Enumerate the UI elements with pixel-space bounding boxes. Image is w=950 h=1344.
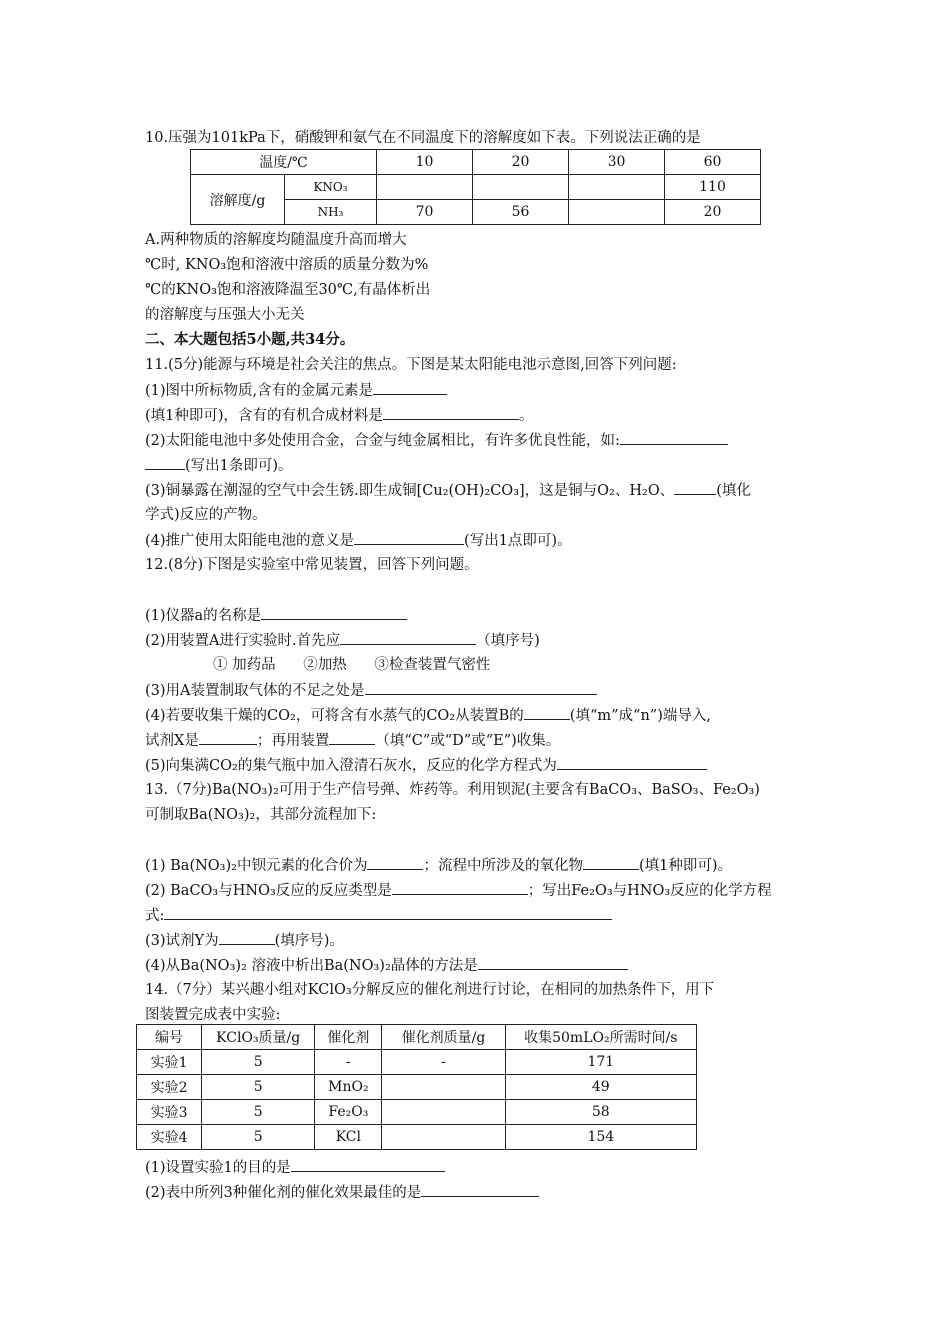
answer-blank[interactable] xyxy=(524,705,570,720)
q13-line4: (3)试剂Y为 (填序号)。 xyxy=(145,930,344,951)
q13-line3: 式: xyxy=(145,905,612,926)
q12-line4: (3)用A装置制取气体的不足之处是 xyxy=(145,680,597,701)
table-cell xyxy=(569,200,665,225)
table-cell: - xyxy=(382,1050,505,1075)
section-heading: 二、本大题包括5小题,共34分。 xyxy=(145,331,355,348)
q13-stem1: 13.（7分)Ba(NO₃)₂可用于生产信号弹、炸药等。利用钡泥(主要含有BaCO₃、BaSO₃、Fe₂O₃) xyxy=(145,782,760,798)
answer-blank[interactable] xyxy=(383,405,519,420)
table-cell: 70 xyxy=(377,200,473,225)
table-cell: 5 xyxy=(202,1100,315,1125)
q14-line1: (1)设置实验1的目的是 xyxy=(145,1157,445,1178)
table-header: 催化剂 xyxy=(315,1025,382,1050)
catalyst-table xyxy=(136,1024,697,1150)
table-cell xyxy=(569,175,665,200)
table-cell: 58 xyxy=(505,1100,696,1125)
table-cell: 30 xyxy=(569,150,665,175)
answer-blank[interactable] xyxy=(421,1182,539,1197)
table-row xyxy=(137,1125,697,1150)
q11-line4: (写出1条即可)。 xyxy=(145,455,293,476)
answer-blank[interactable] xyxy=(620,430,728,445)
answer-blank[interactable] xyxy=(329,730,375,745)
answer-blank[interactable] xyxy=(219,930,275,945)
answer-blank[interactable] xyxy=(199,730,257,745)
table-cell: 5 xyxy=(202,1075,315,1100)
table-cell: 171 xyxy=(505,1050,696,1075)
answer-blank[interactable] xyxy=(674,480,716,495)
answer-blank[interactable] xyxy=(583,855,639,870)
table-row xyxy=(137,1050,697,1075)
table-cell: 实验4 xyxy=(137,1125,202,1150)
table-cell: 20 xyxy=(665,200,761,225)
table-cell: 154 xyxy=(505,1125,696,1150)
q10-option-b: ℃时, KNO₃饱和溶液中溶质的质量分数为% xyxy=(145,257,429,273)
table-cell: 56 xyxy=(473,200,569,225)
table-header: KClO₃质量/g xyxy=(202,1025,315,1050)
table-cell: Fe₂O₃ xyxy=(315,1100,382,1125)
q10-stem: 10.压强为101kPa下，硝酸钾和氨气在不同温度下的溶解度如下表。下列说法正确的是 xyxy=(145,130,701,146)
q10-option-d: 的溶解度与压强大小无关 xyxy=(145,307,305,323)
answer-blank[interactable] xyxy=(261,605,407,620)
q13-stem2: 可制取Ba(NO₃)₂，其部分流程加下: xyxy=(145,807,377,823)
table-cell xyxy=(382,1100,505,1125)
table-cell: - xyxy=(315,1050,382,1075)
table-cell: 10 xyxy=(377,150,473,175)
table-cell: KCl xyxy=(315,1125,382,1150)
q13-line5: (4)从Ba(NO₃)₂ 溶液中析出Ba(NO₃)₂晶体的方法是 xyxy=(145,955,628,976)
q12-line2: (2)用装置A进行实验时.首先应 （填序号) xyxy=(145,630,540,651)
table-row xyxy=(137,1100,697,1125)
table-cell xyxy=(382,1075,505,1100)
answer-blank[interactable] xyxy=(367,855,423,870)
q13-line2: (2) BaCO₃与HNO₃反应的反应类型是 ；写出Fe₂O₃与HNO₃反应的化学方程 xyxy=(145,880,772,901)
table-cell xyxy=(382,1125,505,1150)
table-cell: MnO₂ xyxy=(315,1075,382,1100)
table-cell: 110 xyxy=(665,175,761,200)
answer-blank[interactable] xyxy=(365,680,597,695)
table-cell: 5 xyxy=(202,1125,315,1150)
table-cell: 5 xyxy=(202,1050,315,1075)
table-cell: 49 xyxy=(505,1075,696,1100)
q11-line1: (1)图中所标物质,含有的金属元素是 xyxy=(145,380,447,401)
table-cell xyxy=(377,175,473,200)
table-cell: 溶解度/g xyxy=(191,175,285,225)
q12-stem: 12.(8分)下图是实验室中常见装置，回答下列问题。 xyxy=(145,557,479,573)
solubility-table xyxy=(190,149,761,225)
answer-blank[interactable] xyxy=(478,955,628,970)
table-header: 催化剂质量/g xyxy=(382,1025,505,1050)
q12-line1: (1)仪器a的名称是 xyxy=(145,605,407,626)
table-cell: 实验2 xyxy=(137,1075,202,1100)
answer-blank[interactable] xyxy=(354,530,464,545)
q12-line5: (4)若要收集干燥的CO₂，可将含有水蒸气的CO₂从装置B的 (填“m”成“n”)端导入, xyxy=(145,705,711,726)
q11-line2: (填1种即可)，含有的有机合成材料是 。 xyxy=(145,405,534,426)
table-row xyxy=(191,150,761,175)
table-cell: 实验1 xyxy=(137,1050,202,1075)
table-header: 编号 xyxy=(137,1025,202,1050)
answer-blank[interactable] xyxy=(164,905,612,920)
table-header: 收集50mLO₂所需时间/s xyxy=(505,1025,696,1050)
q11-stem: 11.(5分)能源与环境是社会关注的焦点。下图是某太阳能电池示意图,回答下列问题: xyxy=(145,357,677,373)
answer-blank[interactable] xyxy=(340,630,476,645)
q10-option-a: A.两种物质的溶解度均随温度升高而增大 xyxy=(145,232,407,248)
q11-line3: (2)太阳能电池中多处使用合金，合金与纯金属相比，有许多优良性能，如: xyxy=(145,430,728,451)
table-cell: 实验3 xyxy=(137,1100,202,1125)
q12-choices: ① 加药品 ②加热 ③检查装置气密性 xyxy=(213,657,491,673)
q10-option-c: ℃的KNO₃饱和溶液降温至30℃,有晶体析出 xyxy=(145,282,431,298)
q12-line7: (5)向集满CO₂的集气瓶中加入澄清石灰水，反应的化学方程式为 xyxy=(145,755,707,776)
table-row xyxy=(137,1025,697,1050)
q14-stem2: 图装置完成表中实验: xyxy=(145,1007,281,1023)
table-row xyxy=(137,1075,697,1100)
table-cell: KNO₃ xyxy=(285,175,377,200)
q14-line2: (2)表中所列3种催化剂的催化效果最佳的是 xyxy=(145,1182,539,1203)
q12-line6: 试剂X是 ；再用装置 （填“C”或“D”或“E”)收集。 xyxy=(145,730,560,751)
q14-stem1: 14.（7分）某兴趣小组对KClO₃分解反应的催化剂进行讨论，在相同的加热条件下，用下 xyxy=(145,982,715,998)
table-cell: 20 xyxy=(473,150,569,175)
q11-line6: 学式)反应的产物。 xyxy=(145,507,267,523)
table-cell xyxy=(473,175,569,200)
q11-line5: (3)铜暴露在潮湿的空气中会生锈.即生成铜[Cu₂(OH)₂CO₃]，这是铜与O₂、H₂O、 (填化 xyxy=(145,480,751,501)
answer-blank[interactable] xyxy=(373,380,447,395)
q13-line1: (1) Ba(NO₃)₂中钡元素的化合价为 ；流程中所涉及的氧化物 (填1种即可)。 xyxy=(145,855,732,876)
table-cell: 60 xyxy=(665,150,761,175)
q11-line7: (4)推广使用太阳能电池的意义是 (写出1点即可)。 xyxy=(145,530,572,551)
answer-blank[interactable] xyxy=(145,455,185,470)
answer-blank[interactable] xyxy=(557,755,707,770)
answer-blank[interactable] xyxy=(392,880,528,895)
table-cell: NH₃ xyxy=(285,200,377,225)
answer-blank[interactable] xyxy=(291,1157,445,1172)
table-row xyxy=(191,175,761,200)
table-cell: 温度/℃ xyxy=(191,150,377,175)
